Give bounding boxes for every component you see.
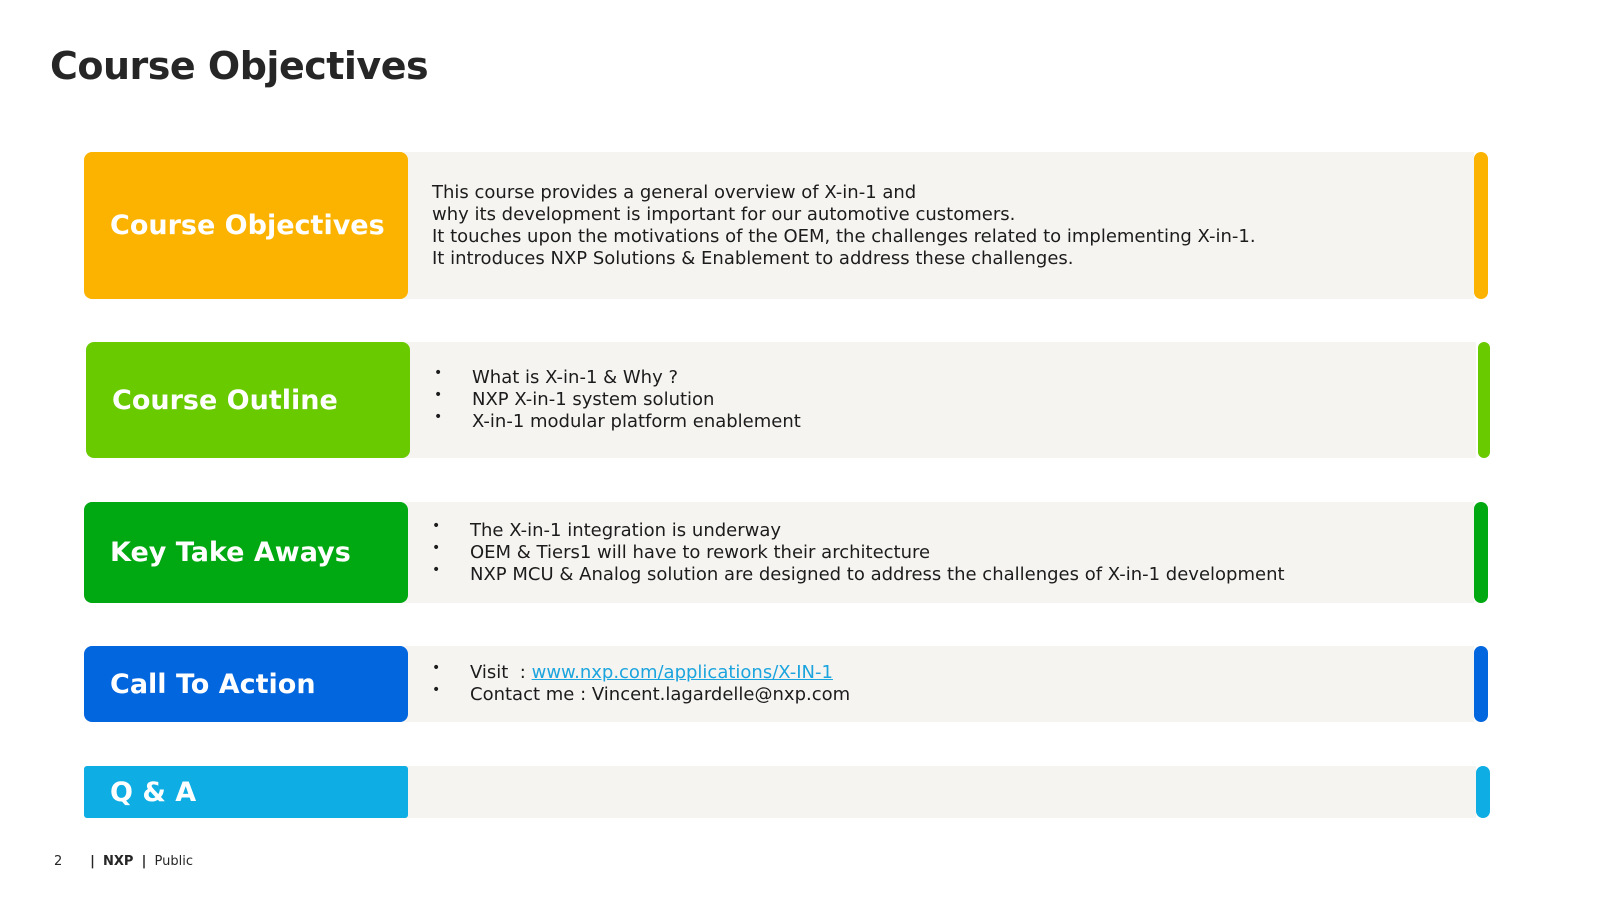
outline-list (434, 367, 1466, 433)
row-course-objectives (84, 152, 1488, 299)
xin1-application-link[interactable]: www.nxp.com/applications/X-IN-1 (531, 662, 833, 683)
list-item: • The X-in-1 integration is underway (432, 520, 1464, 542)
footer (54, 854, 193, 869)
page-title: Course Objectives (50, 44, 429, 88)
footer-separator: | (90, 854, 95, 869)
row-call-to-action (84, 646, 1488, 722)
list-item-contact: • Contact me : Vincent.lagardelle@nxp.com (432, 684, 1464, 706)
row-q-and-a (84, 766, 1490, 818)
row-course-outline (86, 342, 1490, 458)
objective-line: This course provides a general overview of X-in-1 and (432, 181, 917, 203)
footer-brand: NXP (103, 854, 134, 869)
list-item: • OEM & Tiers1 will have to rework their architecture (432, 542, 1464, 564)
row-content-course-objectives (432, 152, 1464, 299)
page-number: 2 (54, 854, 63, 869)
row-label-key-take-aways: Key Take Aways (84, 502, 408, 603)
list-item: • NXP X-in-1 system solution (434, 389, 1466, 411)
row-accent-bar (1474, 646, 1488, 722)
row-content-call-to-action (432, 646, 1464, 722)
row-accent-bar (1476, 766, 1490, 818)
row-content-course-outline (434, 342, 1466, 458)
row-accent-bar (1474, 502, 1488, 603)
row-accent-bar (1474, 152, 1488, 299)
list-item-visit (432, 662, 1464, 684)
list-item: • X-in-1 modular platform enablement (434, 411, 1466, 433)
action-list (432, 662, 1464, 706)
row-content-key-take-aways (432, 502, 1464, 603)
row-label-course-outline: Course Outline (86, 342, 410, 458)
objective-line: It touches upon the motivations of the OEM, the challenges related to implementing X-in-1. (432, 225, 1256, 247)
row-label-course-objectives: Course Objectives (84, 152, 408, 299)
row-key-take-aways (84, 502, 1488, 603)
row-label-call-to-action: Call To Action (84, 646, 408, 722)
takeaways-list (432, 520, 1464, 586)
footer-classification: Public (154, 854, 193, 869)
row-panel (384, 766, 1476, 818)
objective-line: why its development is important for our automotive customers. (432, 203, 1016, 225)
list-item: • What is X-in-1 & Why ? (434, 367, 1466, 389)
list-item: • NXP MCU & Analog solution are designed to address the challenges of X-in-1 development (432, 564, 1464, 586)
footer-separator: | (141, 854, 147, 869)
row-label-q-and-a: Q & A (84, 766, 408, 818)
row-accent-bar (1478, 342, 1490, 458)
visit-prefix: Visit : (470, 662, 532, 683)
objective-line: It introduces NXP Solutions & Enablement to address these challenges. (432, 247, 1074, 269)
